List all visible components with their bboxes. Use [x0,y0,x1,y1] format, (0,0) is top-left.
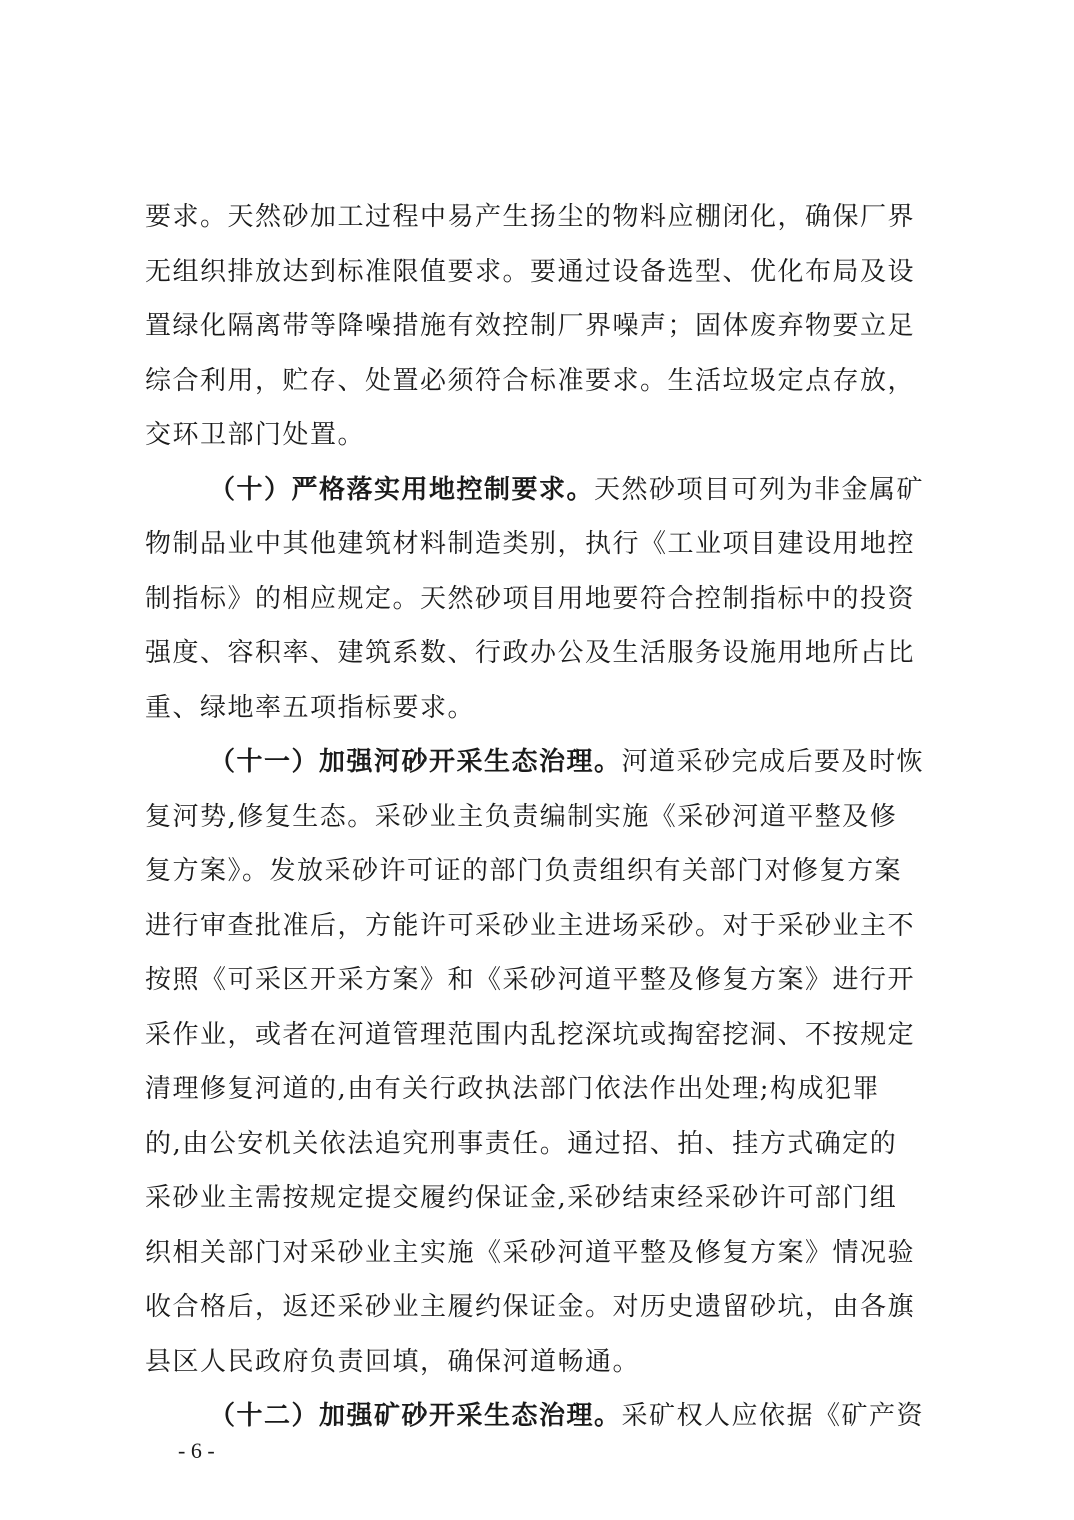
text-line: 县区人民政府负责回填，确保河道畅通。 [145,1346,641,1377]
section-heading: （十二）加强矿砂开采生态治理。 [209,1401,622,1431]
section-first-line [145,1389,941,1444]
text-line: 置绿化隔离带等降噪措施有效控制厂界噪声；固体废弃物要立足 [145,311,916,341]
text-line: 交环卫部门处置。 [145,420,366,450]
text-line: 强度、容积率、建筑系数、行政办公及生活服务设施用地所占比 [145,638,916,668]
text-line: 要求。天然砂加工过程中易产生扬尘的物料应棚闭化，确保厂界 [145,202,916,232]
text-line: 复方案》。发放采砂许可证的部门负责组织有关部门对修复方案 [145,856,903,886]
section-text: 河道采砂完成后要及时恢 [621,747,925,777]
text-line: 重、绿地率五项指标要求。 [145,692,476,723]
document-body [145,190,941,1444]
section-text: 天然砂项目可列为非金属矿 [594,474,925,505]
text-line: 进行审查批准后，方能许可采砂业主进场采砂。对于采砂业主不 [145,910,916,941]
text-line: 收合格后，返还采砂业主履约保证金。对历史遗留砂坑，由各旗 [145,1292,916,1322]
text-line: 物制品业中其他建筑材料制造类别，执行《工业项目建设用地控 [145,529,916,559]
text-line: 采砂业主需按规定提交履约保证金,采砂结束经采砂许可部门组 [145,1183,898,1213]
text-line: 的,由公安机关依法追究刑事责任。通过招、拍、挂方式确定的 [145,1128,898,1159]
section-text: 采矿权人应依据《矿产资 [621,1401,925,1431]
section-heading: （十一）加强河砂开采生态治理。 [209,747,622,777]
text-line: 复河势,修复生态。采砂业主负责编制实施《采砂河道平整及修 [145,801,898,832]
text-line: 综合利用，贮存、处置必须符合标准要求。生活垃圾定点存放， [145,365,916,396]
text-line: 采作业，或者在河道管理范围内乱挖深坑或掏窑挖洞、不按规定 [145,1019,916,1050]
text-line: 无组织排放达到标准限值要求。要通过设备选型、优化布局及设 [145,256,916,287]
text-line: 织相关部门对采砂业主实施《采砂河道平整及修复方案》情况验 [145,1237,916,1268]
text-line: 按照《可采区开采方案》和《采砂河道平整及修复方案》进行开 [145,965,916,995]
text-line: 制指标》的相应规定。天然砂项目用地要符合控制指标中的投资 [145,583,916,614]
section-heading: （十）严格落实用地控制要求。 [209,474,595,505]
page-number: - 6 - [178,1438,215,1463]
section-first-line [145,735,941,790]
text-line: 清理修复河道的,由有关行政执法部门依法作出处理;构成犯罪 [145,1074,881,1104]
section-first-line [145,463,941,518]
